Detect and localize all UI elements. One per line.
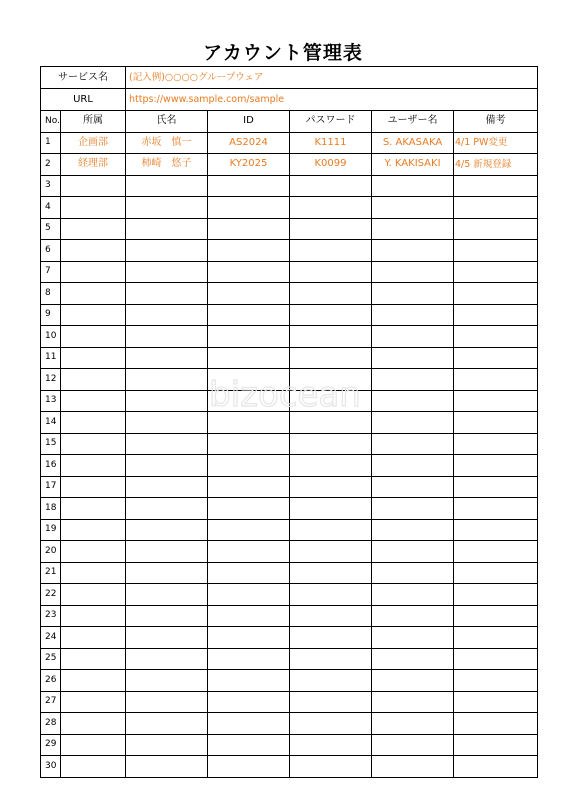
notes-cell[interactable] [454,455,538,477]
username-cell[interactable] [372,584,454,606]
username-cell[interactable] [372,347,454,369]
table-row [41,476,538,498]
id-cell[interactable] [208,519,290,541]
notes-cell[interactable] [454,390,538,412]
table-row [41,756,538,778]
password-cell[interactable] [290,584,372,606]
table-row [41,648,538,670]
id-cell[interactable] [208,648,290,670]
row-no: 18 [41,498,61,520]
name-cell[interactable] [126,627,208,649]
table-row [41,390,538,412]
name-cell[interactable] [126,541,208,563]
id-cell[interactable] [208,691,290,713]
table-row [41,605,538,627]
name-cell[interactable] [126,605,208,627]
table-row [41,132,538,154]
notes-cell[interactable] [454,283,538,305]
department-cell[interactable] [61,476,126,498]
header-id: ID [208,111,290,133]
department-cell[interactable] [61,605,126,627]
table-row [41,412,538,434]
id-cell[interactable] [208,476,290,498]
department-cell[interactable] [61,197,126,219]
username-cell[interactable] [372,326,454,348]
id-cell[interactable] [208,734,290,756]
row-no: 6 [41,240,61,262]
id-cell[interactable] [208,369,290,391]
notes-cell[interactable] [454,261,538,283]
table-row [41,240,538,262]
notes-cell[interactable] [454,240,538,262]
notes-cell[interactable] [454,713,538,735]
name-cell[interactable] [126,713,208,735]
row-no: 27 [41,691,61,713]
department-cell[interactable] [61,562,126,584]
id-cell[interactable] [208,261,290,283]
id-cell[interactable] [208,627,290,649]
row-no: 22 [41,584,61,606]
account-table [40,66,538,778]
username-cell[interactable] [372,627,454,649]
username-cell[interactable] [372,412,454,434]
id-cell[interactable] [208,175,290,197]
username-cell[interactable] [372,433,454,455]
username-cell[interactable] [372,240,454,262]
department-cell[interactable] [61,713,126,735]
id-cell[interactable] [208,283,290,305]
name-cell[interactable] [126,498,208,520]
username-cell[interactable] [372,175,454,197]
id-cell[interactable] [208,197,290,219]
department-cell[interactable] [61,691,126,713]
name-cell[interactable] [126,455,208,477]
id-cell[interactable] [208,347,290,369]
row-no: 17 [41,476,61,498]
row-no: 9 [41,304,61,326]
id-cell[interactable] [208,433,290,455]
name-cell[interactable] [126,197,208,219]
table-row [41,369,538,391]
name-cell[interactable] [126,240,208,262]
password-cell[interactable] [290,498,372,520]
row-no: 23 [41,605,61,627]
id-cell[interactable] [208,390,290,412]
password-cell[interactable] [290,369,372,391]
table-row [41,541,538,563]
notes-cell[interactable] [454,476,538,498]
name-cell[interactable] [126,584,208,606]
name-cell[interactable] [126,390,208,412]
password-cell[interactable]: K0099 [290,154,372,176]
row-no: 19 [41,519,61,541]
row-no: 1 [41,132,61,154]
row-no: 15 [41,433,61,455]
name-cell[interactable] [126,648,208,670]
header-password: パスワード [290,111,372,133]
header-row [41,111,538,133]
password-cell[interactable] [290,283,372,305]
password-cell[interactable]: K1111 [290,132,372,154]
notes-cell[interactable]: 4/5 新規登録 [454,154,538,176]
row-no: 25 [41,648,61,670]
username-cell[interactable] [372,756,454,778]
row-no: 26 [41,670,61,692]
notes-cell[interactable] [454,433,538,455]
department-cell[interactable] [61,670,126,692]
id-cell[interactable] [208,713,290,735]
department-cell[interactable] [61,347,126,369]
name-cell[interactable] [126,476,208,498]
department-cell[interactable] [61,541,126,563]
row-no: 4 [41,197,61,219]
name-cell[interactable] [126,326,208,348]
department-cell[interactable] [61,261,126,283]
id-cell[interactable] [208,218,290,240]
notes-cell[interactable] [454,562,538,584]
name-cell[interactable] [126,734,208,756]
header-notes: 備考 [454,111,538,133]
username-cell[interactable] [372,390,454,412]
department-cell[interactable] [61,433,126,455]
notes-cell[interactable] [454,326,538,348]
password-cell[interactable] [290,347,372,369]
header-department: 所属 [61,111,126,133]
password-cell[interactable] [290,240,372,262]
url-value[interactable]: https://www.sample.com/sample [126,89,538,111]
department-cell[interactable] [61,283,126,305]
row-no: 20 [41,541,61,563]
username-cell[interactable] [372,455,454,477]
service-value[interactable]: (記入例)○○○○グループウェア [126,67,538,89]
notes-cell[interactable] [454,218,538,240]
id-cell[interactable]: KY2025 [208,154,290,176]
password-cell[interactable] [290,734,372,756]
name-cell[interactable] [126,756,208,778]
password-cell[interactable] [290,476,372,498]
username-cell[interactable] [372,562,454,584]
department-cell[interactable] [61,498,126,520]
table-row [41,498,538,520]
row-no: 28 [41,713,61,735]
notes-cell[interactable] [454,584,538,606]
row-no: 11 [41,347,61,369]
id-cell[interactable] [208,326,290,348]
username-cell[interactable] [372,498,454,520]
name-cell[interactable] [126,433,208,455]
id-cell[interactable] [208,455,290,477]
password-cell[interactable] [290,605,372,627]
notes-cell[interactable] [454,304,538,326]
table-row [41,347,538,369]
department-cell[interactable] [61,326,126,348]
name-cell[interactable] [126,412,208,434]
username-cell[interactable]: S. AKASAKA [372,132,454,154]
name-cell[interactable] [126,369,208,391]
username-cell[interactable] [372,734,454,756]
department-cell[interactable]: 企画部 [61,132,126,154]
table-row [41,562,538,584]
name-cell[interactable] [126,304,208,326]
department-cell[interactable] [61,369,126,391]
header-username: ユーザー名 [372,111,454,133]
department-cell[interactable] [61,648,126,670]
table-row [41,283,538,305]
notes-cell[interactable] [454,519,538,541]
row-no: 12 [41,369,61,391]
table-row [41,326,538,348]
notes-cell[interactable] [454,412,538,434]
id-cell[interactable] [208,605,290,627]
table-row [41,175,538,197]
name-cell[interactable] [126,347,208,369]
url-label: URL [41,89,126,111]
password-cell[interactable] [290,304,372,326]
notes-cell[interactable] [454,175,538,197]
username-cell[interactable] [372,648,454,670]
row-no: 29 [41,734,61,756]
id-cell[interactable]: AS2024 [208,132,290,154]
department-cell[interactable] [61,304,126,326]
username-cell[interactable] [372,519,454,541]
password-cell[interactable] [290,261,372,283]
table-row [41,734,538,756]
table-row [41,433,538,455]
department-cell[interactable] [61,218,126,240]
password-cell[interactable] [290,326,372,348]
password-cell[interactable] [290,175,372,197]
username-cell[interactable] [372,476,454,498]
table-row [41,218,538,240]
id-cell[interactable] [208,541,290,563]
notes-cell[interactable] [454,605,538,627]
notes-cell[interactable] [454,648,538,670]
table-row [41,455,538,477]
id-cell[interactable] [208,412,290,434]
username-cell[interactable] [372,605,454,627]
row-no: 16 [41,455,61,477]
name-cell[interactable] [126,670,208,692]
username-cell[interactable] [372,283,454,305]
username-cell[interactable] [372,541,454,563]
notes-cell[interactable] [454,734,538,756]
name-cell[interactable] [126,562,208,584]
table-row [41,713,538,735]
password-cell[interactable] [290,218,372,240]
username-cell[interactable] [372,197,454,219]
username-cell[interactable]: Y. KAKISAKI [372,154,454,176]
department-cell[interactable] [61,584,126,606]
password-cell[interactable] [290,541,372,563]
password-cell[interactable] [290,455,372,477]
notes-cell[interactable] [454,541,538,563]
password-cell[interactable] [290,390,372,412]
table-row [41,519,538,541]
id-cell[interactable] [208,304,290,326]
id-cell[interactable] [208,240,290,262]
notes-cell[interactable] [454,691,538,713]
username-cell[interactable] [372,670,454,692]
service-label: サービス名 [41,67,126,89]
password-cell[interactable] [290,713,372,735]
notes-cell[interactable]: 4/1 PW変更 [454,132,538,154]
row-no: 30 [41,756,61,778]
notes-cell[interactable] [454,498,538,520]
password-cell[interactable] [290,519,372,541]
watermark-text: bizocean [209,375,361,415]
row-no: 24 [41,627,61,649]
page-title: アカウント管理表 [203,42,363,64]
table-row [41,197,538,219]
row-no: 8 [41,283,61,305]
url-row [41,89,538,111]
name-cell[interactable] [126,175,208,197]
password-cell[interactable] [290,756,372,778]
username-cell[interactable] [372,713,454,735]
password-cell[interactable] [290,627,372,649]
username-cell[interactable] [372,304,454,326]
name-cell[interactable] [126,519,208,541]
header-no: No. [41,111,61,133]
department-cell[interactable] [61,175,126,197]
username-cell[interactable] [372,218,454,240]
department-cell[interactable] [61,390,126,412]
notes-cell[interactable] [454,670,538,692]
notes-cell[interactable] [454,197,538,219]
service-row [41,67,538,89]
department-cell[interactable] [61,756,126,778]
notes-cell[interactable] [454,369,538,391]
id-cell[interactable] [208,756,290,778]
table-row [41,154,538,176]
password-cell[interactable] [290,197,372,219]
password-cell[interactable] [290,562,372,584]
password-cell[interactable] [290,670,372,692]
department-cell[interactable] [61,734,126,756]
password-cell[interactable] [290,412,372,434]
notes-cell[interactable] [454,347,538,369]
notes-cell[interactable] [454,627,538,649]
row-no: 7 [41,261,61,283]
table-row [41,691,538,713]
name-cell[interactable] [126,691,208,713]
name-cell[interactable] [126,261,208,283]
password-cell[interactable] [290,648,372,670]
name-cell[interactable]: 赤坂 慎一 [126,132,208,154]
row-no: 3 [41,175,61,197]
name-cell[interactable] [126,218,208,240]
header-name: 氏名 [126,111,208,133]
name-cell[interactable] [126,283,208,305]
row-no: 5 [41,218,61,240]
table-row [41,584,538,606]
id-cell[interactable] [208,584,290,606]
row-no: 10 [41,326,61,348]
id-cell[interactable] [208,562,290,584]
department-cell[interactable]: 経理部 [61,154,126,176]
table-row [41,304,538,326]
row-no: 2 [41,154,61,176]
table-row [41,627,538,649]
id-cell[interactable] [208,498,290,520]
department-cell[interactable] [61,627,126,649]
password-cell[interactable] [290,433,372,455]
username-cell[interactable] [372,691,454,713]
row-no: 13 [41,390,61,412]
password-cell[interactable] [290,691,372,713]
username-cell[interactable] [372,369,454,391]
department-cell[interactable] [61,519,126,541]
row-no: 21 [41,562,61,584]
id-cell[interactable] [208,670,290,692]
table-row [41,670,538,692]
row-no: 14 [41,412,61,434]
notes-cell[interactable] [454,756,538,778]
department-cell[interactable] [61,412,126,434]
name-cell[interactable]: 柿崎 悠子 [126,154,208,176]
department-cell[interactable] [61,455,126,477]
username-cell[interactable] [372,261,454,283]
department-cell[interactable] [61,240,126,262]
table-row [41,261,538,283]
